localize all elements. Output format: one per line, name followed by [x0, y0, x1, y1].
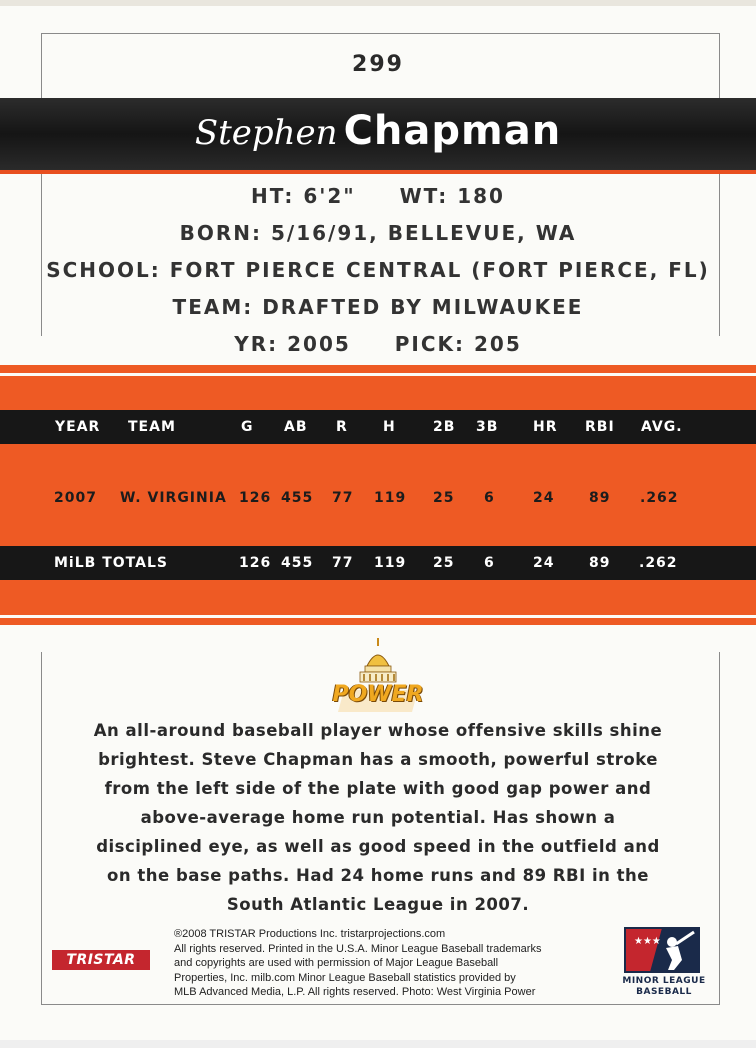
- bio-born: [0, 221, 756, 245]
- description-line: disciplined eye, as well as good speed in the outfield and: [96, 837, 660, 856]
- stats-totals-r: 77: [332, 555, 354, 571]
- stats-totals-g: 126: [239, 555, 272, 571]
- stats-row-3b: 6: [484, 490, 495, 506]
- stats-totals-hr: 24: [533, 555, 555, 571]
- stripe-orange-top: [0, 365, 756, 373]
- stats-header-hr: HR: [533, 419, 558, 435]
- legal-line: All rights reserved. Printed in the U.S.A. Minor League Baseball trademarks: [174, 942, 542, 955]
- born-label: BORN:: [179, 221, 263, 245]
- description-line: South Atlantic League in 2007.: [226, 895, 530, 914]
- stats-row-year: 2007: [54, 490, 97, 506]
- school-label: SCHOOL:: [46, 258, 161, 282]
- stats-totals-2b: 25: [433, 555, 455, 571]
- weight-value: 180: [457, 184, 505, 208]
- team-logo: [330, 638, 426, 716]
- player-name: [0, 108, 756, 154]
- milb-wordmark: [606, 976, 722, 998]
- legal-line: and copyrights are used with permission of Major League Baseball: [174, 957, 499, 970]
- stats-header-rbi: RBI: [585, 419, 615, 435]
- height-value: 6'2": [303, 184, 356, 208]
- legal-text: [174, 927, 604, 1000]
- stripe-orange-band: [0, 376, 756, 410]
- milb-line-2: BASEBALL: [636, 987, 692, 997]
- stats-header-row: [0, 410, 756, 444]
- description-line: on the base paths. Had 24 home runs and 89 RBI in the: [107, 866, 649, 885]
- stats-header-2b: 2B: [433, 419, 456, 435]
- milb-line-1: MINOR LEAGUE: [622, 976, 706, 986]
- born-value: 5/16/91, BELLEVUE, WA: [270, 221, 577, 245]
- stats-row-r: 77: [332, 490, 354, 506]
- team-value: DRAFTED BY MILWAUKEE: [262, 295, 584, 319]
- stats-row-g: 126: [239, 490, 272, 506]
- player-description: [70, 716, 686, 919]
- frame-bottom-line: [41, 1004, 720, 1005]
- stats-row-rbi: 89: [589, 490, 611, 506]
- description-line: An all-around baseball player whose offensive skills shine: [93, 721, 663, 740]
- school-value: FORT PIERCE CENTRAL (FORT PIERCE, FL): [169, 258, 710, 282]
- legal-line: ®2008 TRISTAR Productions Inc. tristarprojections.com: [174, 928, 446, 940]
- stats-header-3b: 3B: [476, 419, 499, 435]
- stats-row-team: W. VIRGINIA: [120, 490, 227, 506]
- pick-label: PICK:: [394, 332, 466, 356]
- weight-label: WT:: [399, 184, 449, 208]
- stats-header-ab: AB: [284, 419, 308, 435]
- stats-header-g: G: [241, 419, 254, 435]
- stats-totals-row: [0, 546, 756, 580]
- year-label: YR:: [234, 332, 279, 356]
- stats-totals-avg: .262: [639, 555, 678, 571]
- stats-row-avg: .262: [640, 490, 679, 506]
- frame-left-lower: [41, 652, 42, 1004]
- stripe-orange-edge: [0, 618, 756, 625]
- player-last-name: Chapman: [343, 108, 562, 154]
- top-band: [0, 0, 756, 6]
- stats-row-2b: 25: [433, 490, 455, 506]
- name-bar-accent-line: [0, 170, 756, 174]
- bottom-band: [0, 1040, 756, 1048]
- player-first-name: Stephen: [194, 113, 338, 153]
- stats-totals-h: 119: [374, 555, 407, 571]
- stats-season-row: [0, 481, 756, 515]
- stats-totals-3b: 6: [484, 555, 495, 571]
- bio-height-weight: [0, 184, 756, 208]
- height-label: HT:: [251, 184, 295, 208]
- stats-header-year: YEAR: [55, 419, 101, 435]
- stats-row-ab: 455: [281, 490, 314, 506]
- stats-header-h: H: [383, 419, 396, 435]
- legal-line: MLB Advanced Media, L.P. All rights reserved. Photo: West Virginia Power: [174, 986, 536, 999]
- stats-totals-ab: 455: [281, 555, 314, 571]
- bio-draft: [0, 332, 756, 356]
- tristar-logo: TRISTAR: [52, 950, 150, 970]
- stats-totals-label: MiLB TOTALS: [54, 555, 168, 571]
- team-logo-wordmark: POWER: [332, 682, 424, 707]
- frame-top-line: [41, 33, 720, 34]
- svg-text:★★★: ★★★: [634, 936, 661, 947]
- bio-team: [0, 295, 756, 319]
- description-line: above-average home run potential. Has shown a: [140, 808, 616, 827]
- description-line: brightest. Steve Chapman has a smooth, powerful stroke: [98, 750, 658, 769]
- legal-line: Properties, Inc. milb.com Minor League Baseball statistics provided by: [174, 971, 516, 984]
- pick-value: 205: [473, 332, 522, 356]
- stats-totals-rbi: 89: [589, 555, 611, 571]
- stats-row-h: 119: [374, 490, 407, 506]
- stripe-orange-bottom: [0, 580, 756, 615]
- milb-batter-icon: [620, 926, 710, 976]
- stats-header-r: R: [336, 419, 348, 435]
- frame-right-lower: [719, 652, 720, 1004]
- stats-row-hr: 24: [533, 490, 555, 506]
- card-number: 299: [352, 52, 404, 77]
- team-label: TEAM:: [172, 295, 254, 319]
- stats-header-avg: AVG.: [641, 419, 683, 435]
- year-value: 2005: [287, 332, 351, 356]
- bio-school: [0, 258, 756, 282]
- description-line: from the left side of the plate with good gap power and: [104, 779, 652, 798]
- stats-header-team: TEAM: [128, 419, 176, 435]
